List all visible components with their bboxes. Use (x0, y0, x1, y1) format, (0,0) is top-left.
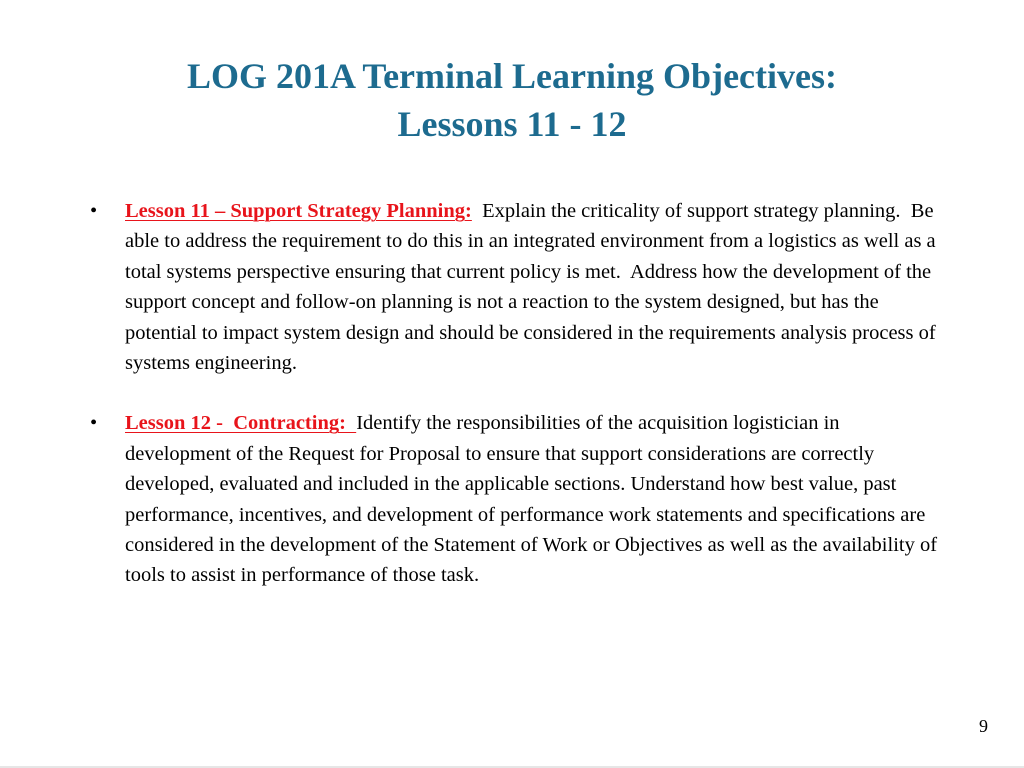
lesson-12-description: Identify the responsibilities of the acquisition logistician in development of the Request for Proposal to ensure that support considerations are correctly developed, evaluated and included in the applicable sections. Understand how best value, past performance, incentives, and development of performance work statements and specifications are considered in the development of the Statement of Work or Objectives as well as the availability of tools to assist in performance of those task. (125, 412, 938, 587)
lesson-11-label: Lesson 11 – Support Strategy Planning: (125, 200, 472, 222)
bullet-icon: • (90, 412, 98, 435)
page-number: 9 (979, 716, 988, 736)
objectives-list (90, 196, 940, 621)
objective-item-lesson-12 (90, 408, 940, 590)
bullet-icon: • (90, 200, 98, 222)
slide-title (0, 52, 1024, 148)
lesson-11-description: Explain the criticality of support strategy planning. Be able to address the requirement to do this in an integrated environment from a logistics as well as a total systems perspective ensuring that current policy is met. Address how the development of the support concept and follow-on planning is not a reaction to the system designed, but has the potential to impact system design and should be considered in the requirements analysis process of systems engineering. (125, 200, 941, 375)
lesson-12-label: Lesson 12 - Contracting: (125, 412, 357, 435)
slide-title-line-2: Lessons 11 - 12 (397, 104, 627, 144)
slide-title-line-1: LOG 201A Terminal Learning Objectives: (186, 56, 837, 96)
objective-item-lesson-11 (90, 196, 940, 378)
